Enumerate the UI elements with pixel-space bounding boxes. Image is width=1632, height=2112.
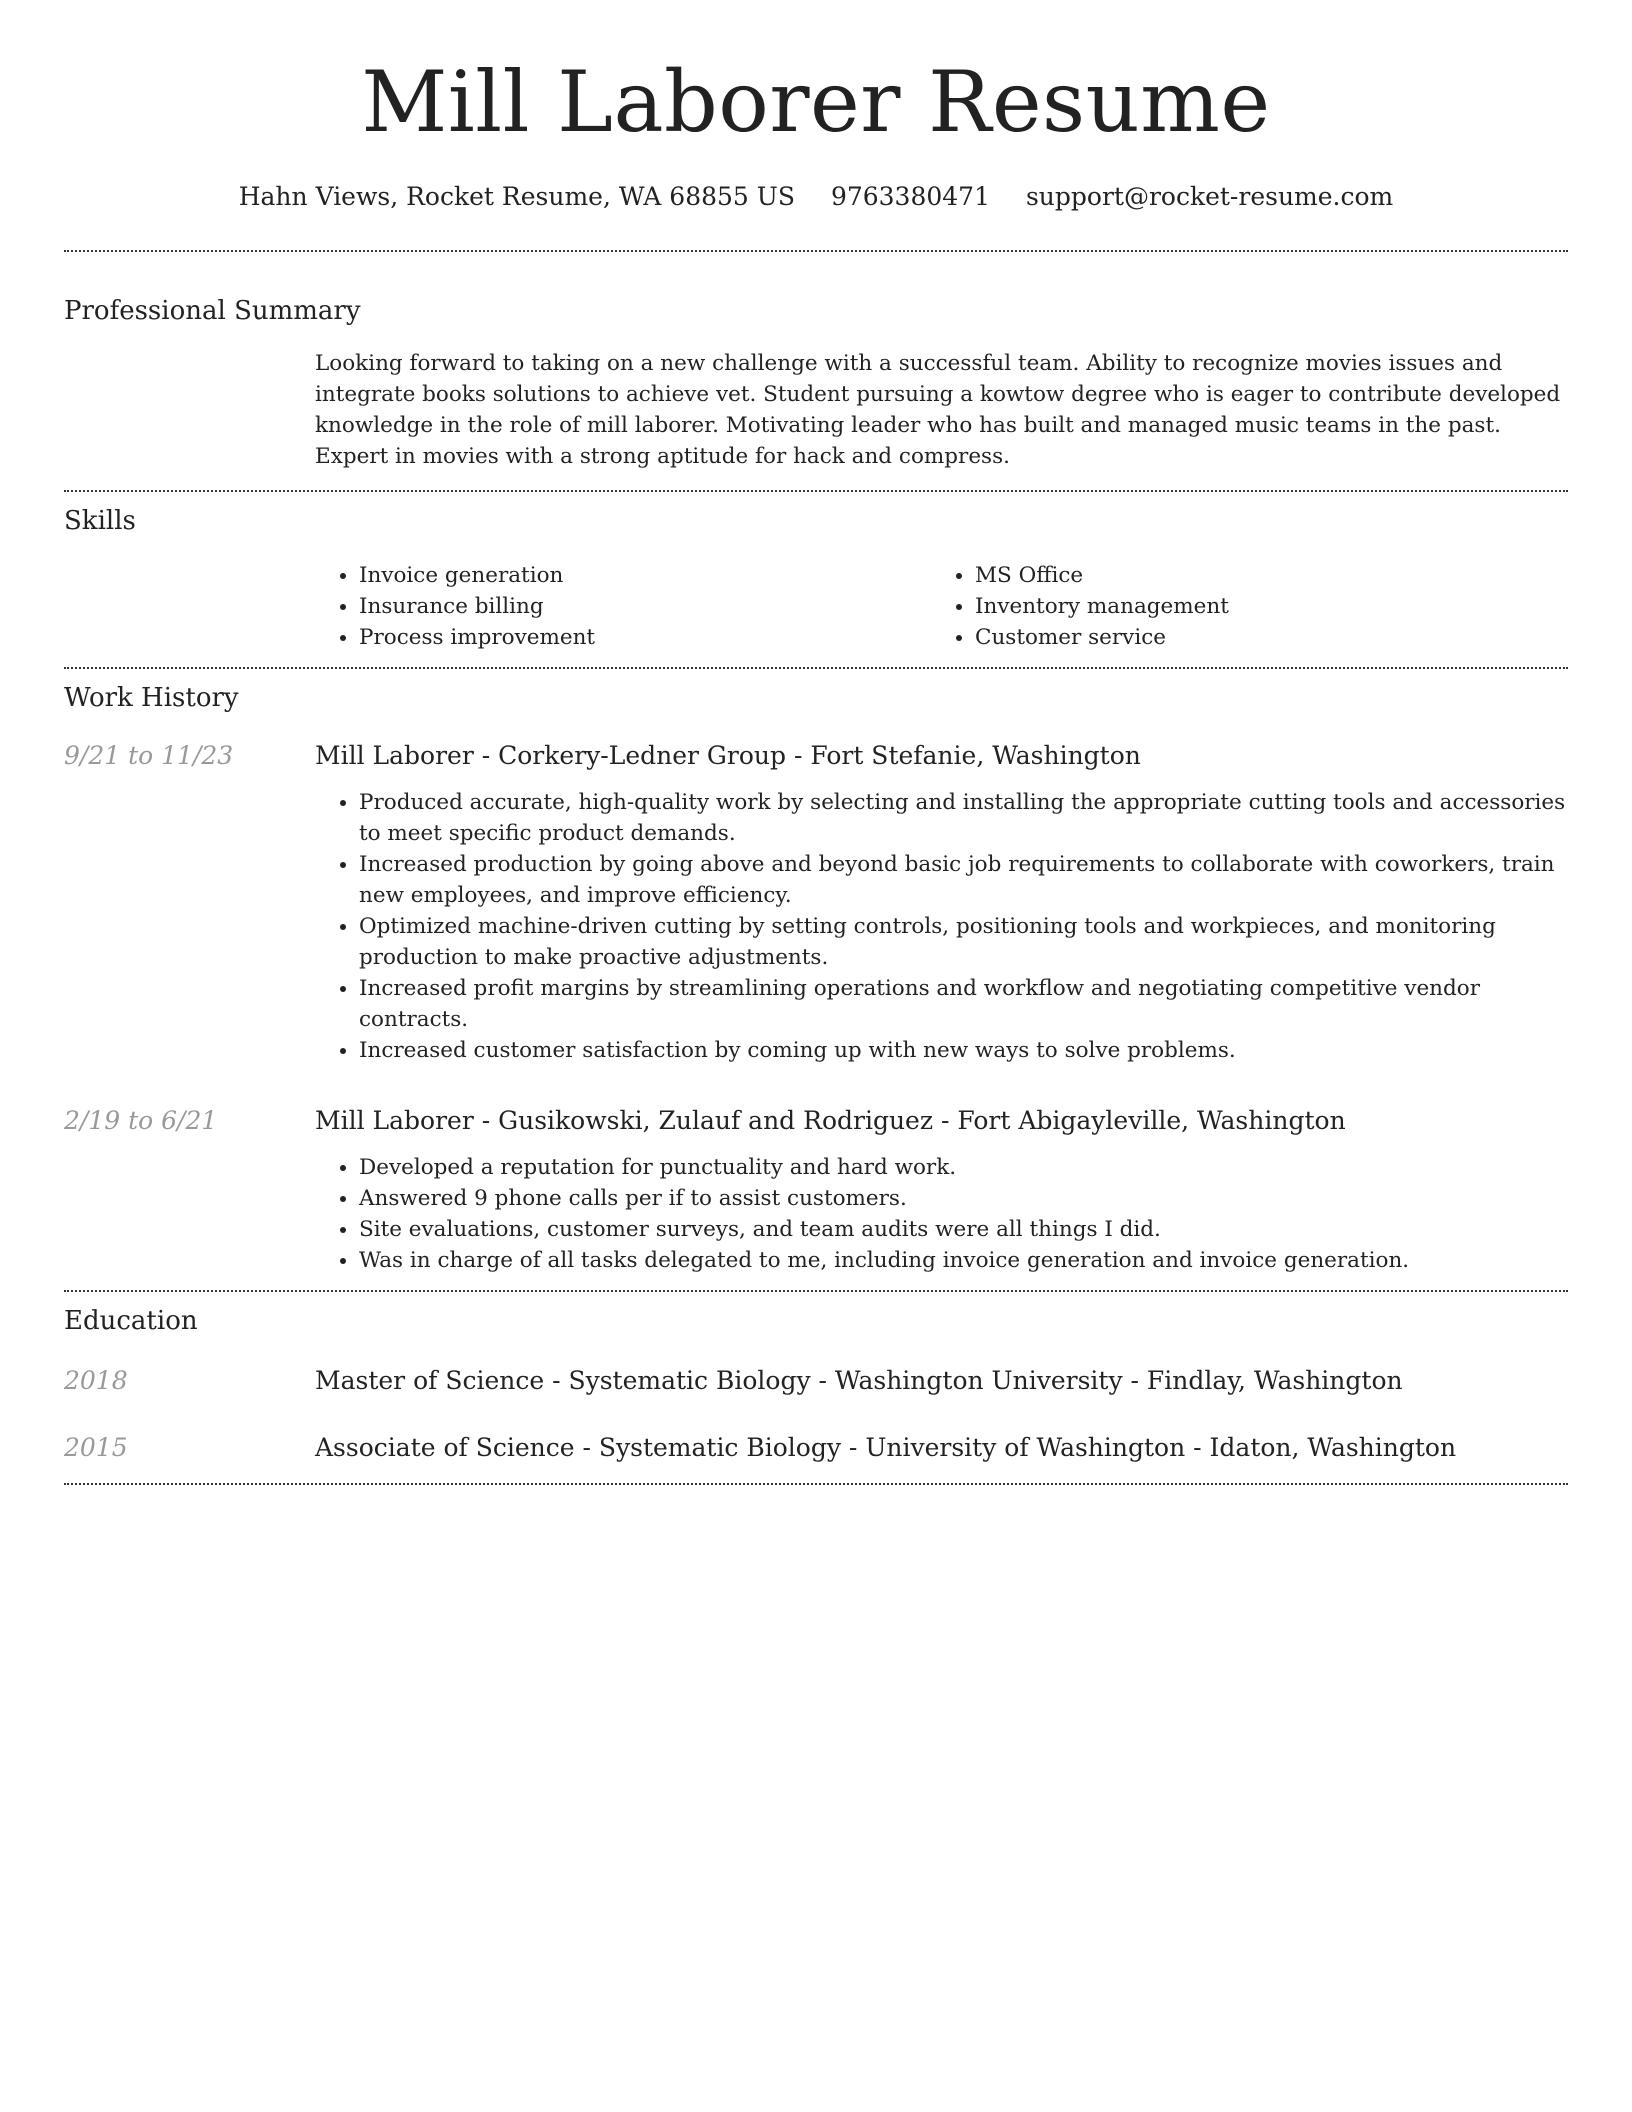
work-history-section <box>64 669 1568 1290</box>
divider <box>64 1483 1568 1485</box>
education-year: 2015 <box>64 1433 128 1462</box>
contact-email: support@rocket-resume.com <box>1025 182 1394 211</box>
resume-title: Mill Laborer Resume <box>361 53 1271 151</box>
education-section <box>64 1292 1568 1483</box>
job-bullet: • Produced accurate, high-quality work by selecting and installing the appropriate cutting tools and accessories to meet specific product demands. <box>359 787 1568 849</box>
job-bullet: • Increased profit margins by streamlining operations and workflow and negotiating competitive vendor contracts. <box>359 973 1568 1035</box>
job-bullet: • Answered 9 phone calls per if to assist customers. <box>359 1183 1568 1214</box>
job-details <box>315 1104 1568 1276</box>
education-year: 2018 <box>64 1366 128 1395</box>
skills-section <box>64 492 1568 667</box>
skill-item: • Customer service <box>975 622 1547 653</box>
section-title-summary: Professional Summary <box>64 296 361 326</box>
education-degree: Master of Science - Systematic Biology - Washington University - Findlay, Washington <box>315 1366 1403 1395</box>
job-title: Mill Laborer - Gusikowski, Zulauf and Rodriguez - Fort Abigayleville, Washington <box>315 1106 1346 1135</box>
job-bullets <box>315 787 1568 1066</box>
contact-line <box>64 180 1568 214</box>
job-title: Mill Laborer - Corkery-Ledner Group - Fort Stefanie, Washington <box>315 741 1141 770</box>
skill-item: • Insurance billing <box>359 591 931 622</box>
skills-list-left <box>315 560 931 653</box>
job-bullet: • Was in charge of all tasks delegated to me, including invoice generation and invoice generation. <box>359 1245 1568 1276</box>
section-title-education: Education <box>64 1306 198 1336</box>
job-dates: 9/21 to 11/23 <box>64 741 234 770</box>
skills-grid <box>315 560 1568 653</box>
skill-item: • Invoice generation <box>359 560 931 591</box>
skills-list-right <box>931 560 1547 653</box>
education-degree: Associate of Science - Systematic Biology - University of Washington - Idaton, Washington <box>315 1433 1457 1462</box>
job-dates: 2/19 to 6/21 <box>64 1106 218 1135</box>
professional-summary-section <box>64 252 1568 490</box>
job-bullet: • Optimized machine-driven cutting by setting controls, positioning tools and workpieces, and monitoring production to make proactive adjustments. <box>359 911 1568 973</box>
job-bullets <box>315 1152 1568 1276</box>
job-bullet: • Increased production by going above and beyond basic job requirements to collaborate with coworkers, train new employees, and improve efficiency. <box>359 849 1568 911</box>
education-entry <box>64 1364 1568 1398</box>
contact-phone: 9763380471 <box>830 182 990 211</box>
job-bullet: • Increased customer satisfaction by coming up with new ways to solve problems. <box>359 1035 1568 1066</box>
education-entry <box>64 1431 1568 1465</box>
job-entry <box>64 1104 1568 1276</box>
skill-item: • Inventory management <box>975 591 1547 622</box>
job-entry <box>64 739 1568 1066</box>
job-bullet: • Site evaluations, customer surveys, and team audits were all things I did. <box>359 1214 1568 1245</box>
section-title-work: Work History <box>64 683 239 713</box>
section-title-skills: Skills <box>64 506 136 536</box>
job-details <box>315 739 1568 1066</box>
skill-item: • Process improvement <box>359 622 931 653</box>
summary-text: Looking forward to taking on a new challenge with a successful team. Ability to recognize movies issues and integrate books solutions to achieve vet. Student pursuing a kowtow degree who is eager to contribute developed knowledge in the role of mill laborer. Motivating leader who has built and managed music teams in the past. Expert in movies with a strong aptitude for hack and compress. <box>315 351 1561 469</box>
job-bullet: • Developed a reputation for punctuality and hard work. <box>359 1152 1568 1183</box>
contact-address: Hahn Views, Rocket Resume, WA 68855 US <box>238 182 795 211</box>
skill-item: • MS Office <box>975 560 1547 591</box>
